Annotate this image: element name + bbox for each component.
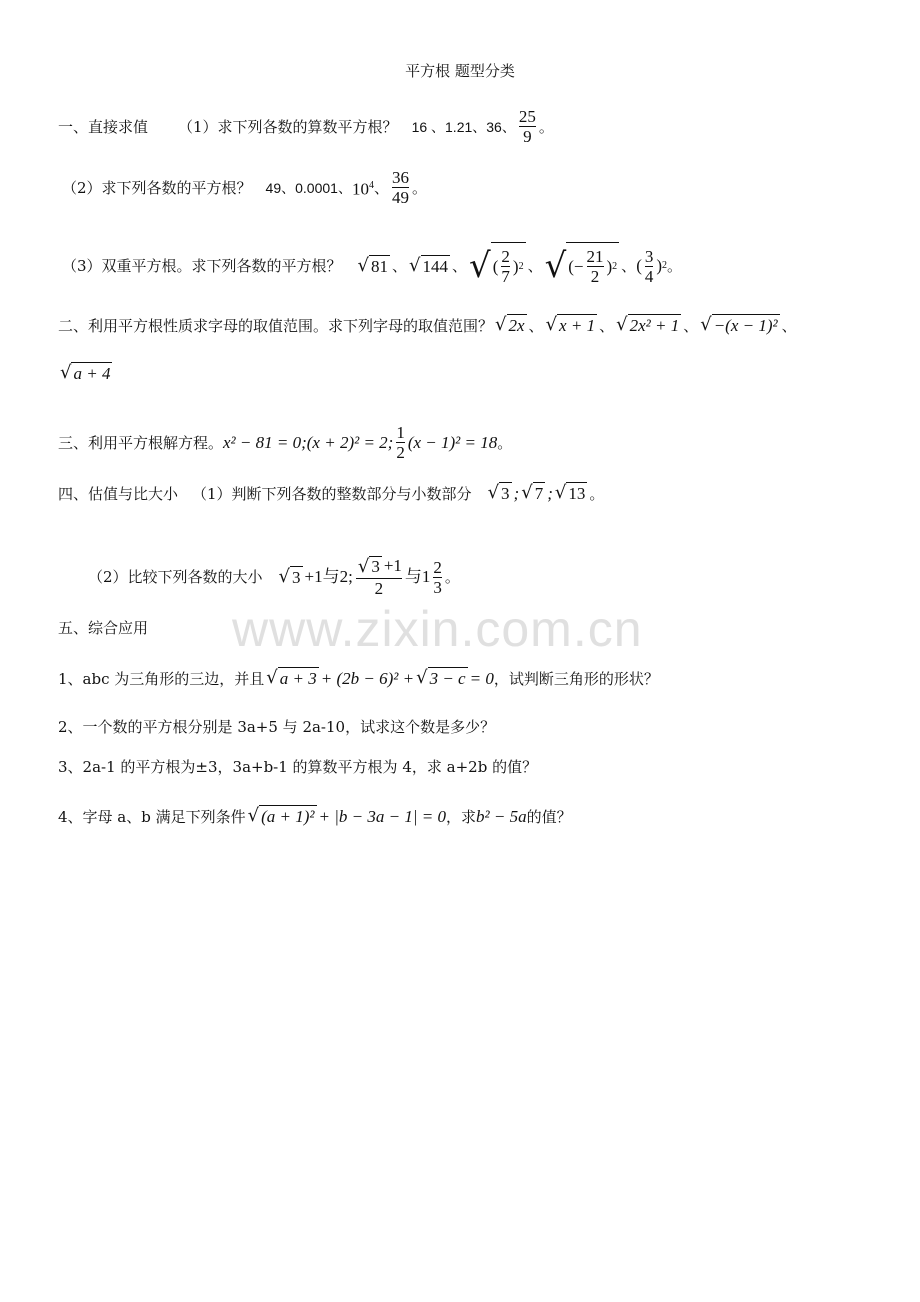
compare-2-fraction: √ 3 +1 2 <box>357 556 402 598</box>
mixed-fraction-part: $\frac{2}{3}$ <box>433 557 442 597</box>
p4-text-b: ，求 <box>446 807 477 826</box>
sec1-q2-values: 49、0.0001、 <box>265 179 352 196</box>
sqrt-3-compare: √ 3 <box>278 565 301 587</box>
sqrt-13: √ 13 <box>554 482 586 503</box>
p4-text-c: 的值？ <box>526 807 572 826</box>
p4-text-a: 4、字母 a、b 满足下列条件 <box>58 807 246 826</box>
p4-middle: + |b − 3a − 1| = 0 <box>318 806 446 826</box>
sec1-q1-line: 一、直接求值 （1）求下列各数的算数平方根？ 16 、1.21、36、 $\frac{25}{9}$ 。 <box>58 107 554 146</box>
sec1-q2-text: （2）求下列各数的平方根？ <box>62 178 252 197</box>
p1-equals: = 0 <box>469 668 494 688</box>
equation-3-fraction: $\frac{1}{2}$ <box>396 423 405 462</box>
fraction-denominator: 9 <box>523 127 532 146</box>
watermark-text: www.zixin.com.cn <box>232 601 643 657</box>
p4-expression: b² − 5a <box>476 806 527 826</box>
sec4-q1-line: 四、估值与比大小 （1）判断下列各数的整数部分与小数部分 √ 3 ; √ 7 ; √ 13 。 <box>58 482 605 503</box>
sec1-q3-line: （3）双重平方根。求下列各数的平方根？ √ 81 、 √ 144 、 √ ( $\frac{2}{7}$ ) 2 、 √ (− $\frac{21}{2}$ ) 2 、 ( $\frac{3}{4}$ ) 2 。 <box>62 242 880 290</box>
sec4-label: 四、估值与比大小 <box>58 484 179 503</box>
sqrt-a-plus-1-squared: √ (a + 1)² <box>247 805 315 826</box>
equation-2: (x + 2)² = 2; <box>306 432 394 452</box>
p3-text: 3、2a-1 的平方根为±3，3a+b-1 的算数平方根为 4，求 a+2b 的值？ <box>58 758 538 776</box>
p1-text-a: 1、abc 为三角形的三边，并且 <box>58 669 265 688</box>
sec5-p1-line <box>58 667 880 690</box>
sec1-q1-fraction <box>519 107 536 146</box>
equation-3: (x − 1)² = 18 <box>407 432 498 452</box>
sec4-q1-text: （1）判断下列各数的整数部分与小数部分 <box>192 484 472 503</box>
sec2-text: 二、利用平方根性质求字母的取值范围。求下列字母的取值范围？ <box>58 316 494 335</box>
sqrt-fraction-2-7-squared: √ ( $\frac{2}{7}$ ) 2 <box>469 242 526 290</box>
fraction-denominator: 49 <box>391 188 409 207</box>
sec1-q1-text: （1）求下列各数的算数平方根？ <box>178 117 398 136</box>
sqrt-neg-x-minus-1-squared: √ −(x − 1)² <box>700 314 778 335</box>
sec4-q2-line: （2）比较下列各数的大小 √ 3 +1与2; √ 3 +1 2 与1 $\frac{2}{3}$ 。 <box>88 556 460 598</box>
sqrt-x-plus-1: √ x + 1 <box>545 314 596 335</box>
sqrt-144: √ 144 <box>409 254 449 276</box>
fraction-3-4-squared: ( $\frac{3}{4}$ ) 2 <box>636 246 668 286</box>
power-exponent: 4 <box>368 179 374 191</box>
fraction-numerator: 36 <box>391 168 409 187</box>
sec5-p2-line <box>58 716 880 738</box>
sec3-line: 三、利用平方根解方程。 x² − 81 = 0; (x + 2)² = 2; $\frac{1}{2}$ (x − 1)² = 18 。 <box>58 423 513 462</box>
equation-1: x² − 81 = 0; <box>223 432 307 452</box>
fraction-numerator: 25 <box>518 107 536 126</box>
sec1-q2-power <box>352 175 374 201</box>
sec3-text: 三、利用平方根解方程。 <box>58 433 224 452</box>
sec1-label: 一、直接求值 <box>58 117 149 136</box>
compare-2-mid: 与1 <box>404 567 431 586</box>
p1-middle: + (2b − 6)² + <box>320 668 415 688</box>
sqrt-81: √ 81 <box>357 254 389 276</box>
sec1-q3-text: （3）双重平方根。求下列各数的平方根？ <box>62 257 342 275</box>
power-base: 10 <box>351 179 369 199</box>
page-title: 平方根 题型分类 <box>405 62 515 80</box>
sec1-q2-fraction <box>392 168 409 207</box>
sec2-line: 二、利用平方根性质求字母的取值范围。求下列字母的取值范围？ √ 2x 、 √ x + 1 、 √ 2x² + 1 、 √ −(x − 1)² 、 <box>58 314 797 335</box>
sec1-q1-values: 16 、1.21、36、 <box>411 118 516 135</box>
p1-text-b: ，试判断三角形的形状？ <box>493 669 659 688</box>
p2-text: 2、一个数的平方根分别是 3a+5 与 2a-10，试求这个数是多少？ <box>58 718 496 736</box>
sqrt-7: √ 7 <box>521 482 544 503</box>
sqrt-2x2-plus-1: √ 2x² + 1 <box>616 314 680 335</box>
sec1-q2-line: （2）求下列各数的平方根？ 49、0.0001、 $10^4$ 、 $\frac{36}{49}$ 。 <box>62 168 427 207</box>
sqrt-a-plus-4: √ a + 4 <box>60 362 111 383</box>
sqrt-2x: √ 2x <box>495 314 525 335</box>
sec5-p4-line <box>58 805 880 828</box>
sqrt-3: √ 3 <box>487 482 510 503</box>
sec4-q2-text: （2）比较下列各数的大小 <box>88 568 263 586</box>
sec2-line2 <box>58 362 880 385</box>
sec5-label: 五、综合应用 <box>58 619 149 637</box>
sqrt-3-minus-c: √ 3 − c <box>416 667 466 688</box>
sqrt-neg-fraction-21-2-squared: √ (− $\frac{21}{2}$ ) 2 <box>545 242 620 290</box>
sqrt-a-plus-3: √ a + 3 <box>266 667 317 688</box>
sec5-p3-line <box>58 756 880 778</box>
compare-1-rest: +1与2; <box>304 567 353 586</box>
